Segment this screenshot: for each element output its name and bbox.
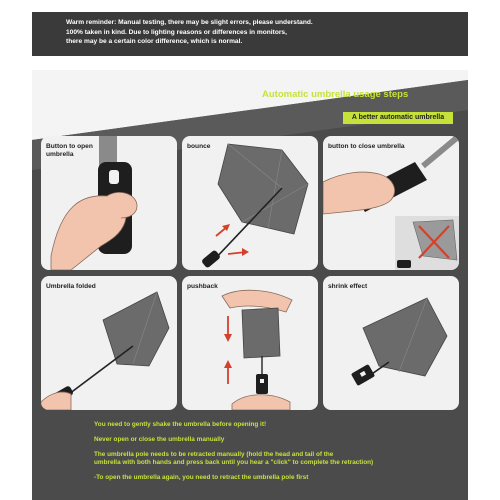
step-label: Umbrella folded [46, 283, 96, 290]
subtitle-badge: A better automatic umbrella [343, 112, 453, 124]
umbrella-bouncing-open-illustration [182, 136, 318, 270]
note-shake-before-opening: You need to gently shake the umbrella before opening it! [94, 421, 267, 428]
step-label: bounce [187, 143, 211, 150]
hand-pressing-close-button-illustration [323, 136, 459, 270]
step-panel-open-button [41, 136, 177, 270]
hand-pressing-open-button-illustration [41, 136, 177, 270]
step-label: Button to open [46, 143, 93, 150]
step-panel-umbrella-folded [41, 276, 177, 410]
note-never-manual: Never open or close the umbrella manually [94, 436, 225, 443]
warm-reminder-banner [32, 12, 468, 56]
note-retract-before-reopen: -To open the umbrella again, you need to retract the umbrella pole first [94, 474, 309, 481]
step-label-line2: umbrella [46, 151, 74, 158]
step-label: shrink effect [328, 283, 368, 290]
reminder-line-3: there may be a certain color difference, which is normal. [66, 38, 243, 46]
note-retract-pole-line1: The umbrella pole needs to be retracted manually (hold the head and tail of the [94, 451, 334, 458]
step-panel-bounce [182, 136, 318, 270]
step-panel-pushback [182, 276, 318, 410]
shrunk-umbrella-illustration [323, 276, 459, 410]
step-panel-close-button [323, 136, 459, 270]
reminder-line-2: 100% taken in kind. Due to lighting reasons or differences in monitors, [66, 28, 287, 36]
page-title: Automatic umbrella usage steps [262, 89, 409, 100]
step-label: pushback [187, 283, 218, 290]
folded-umbrella-illustration [41, 276, 177, 410]
pushback-retract-pole-illustration [182, 276, 318, 410]
note-retract-pole-line2: umbrella with both hands and press back until you hear a "click" to complete the retraction) [94, 459, 374, 466]
reminder-line-1: Warm reminder: Manual testing, there may be slight errors, please understand. [66, 19, 313, 26]
step-panel-shrink-effect [323, 276, 459, 410]
step-label: button to close umbrella [328, 143, 405, 150]
